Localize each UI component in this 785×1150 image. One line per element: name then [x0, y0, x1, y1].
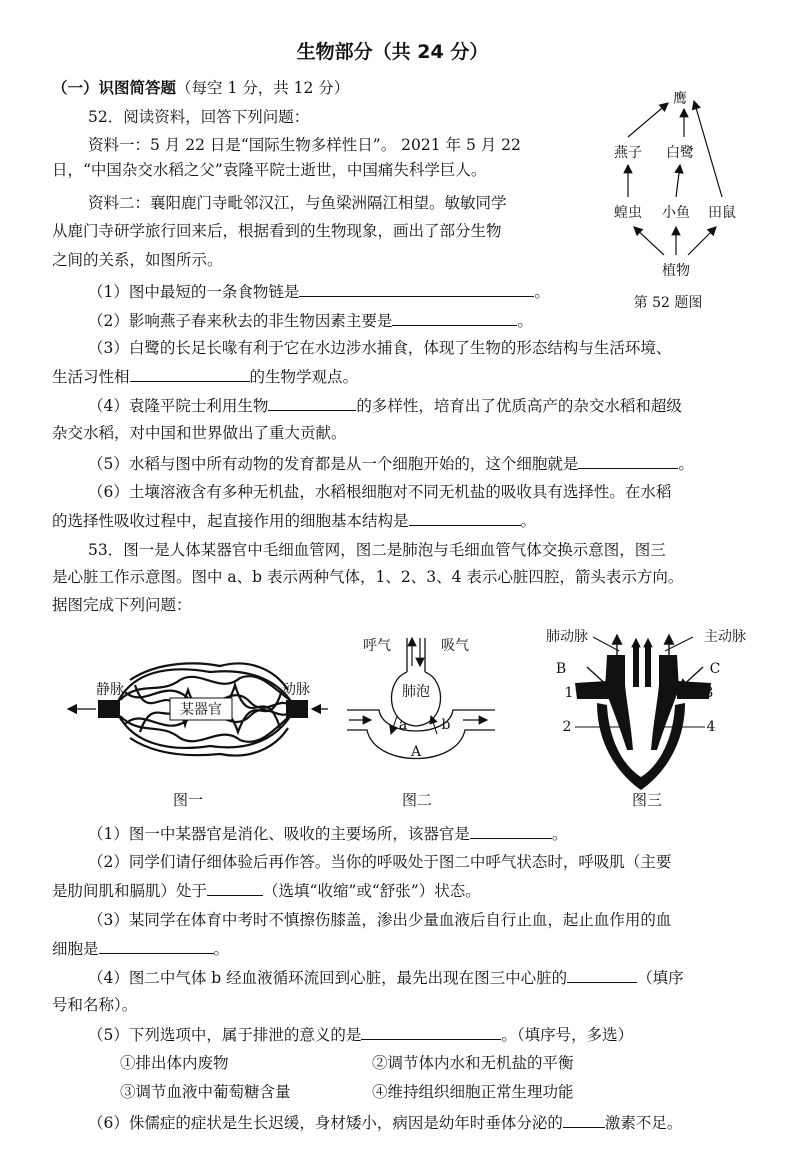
- q53-s1: [88, 823, 567, 844]
- figure-3-caption: 图三: [631, 791, 663, 809]
- q53-s3b-text: 细胞是: [52, 940, 99, 958]
- q52-s3b-post: 的生物学观点。: [249, 368, 359, 386]
- q53-s6-blank[interactable]: [563, 1112, 605, 1128]
- swallow-label: 燕子: [614, 145, 642, 161]
- q53-s6: [88, 1112, 682, 1133]
- alveolus-label: 肺泡: [402, 684, 430, 700]
- figure-2-alveolus: [345, 630, 505, 810]
- q53-s2a: （2）同学们请仔细体验后再作答。当你的呼吸处于图二中呼气状态时，呼吸肌（主要: [88, 853, 672, 871]
- period: 。: [213, 940, 230, 958]
- q53-s1-blank[interactable]: [470, 823, 552, 839]
- q52-material2-b: 从鹿门寺研学旅行回来后，根据看到的生物现象，画出了部分生物: [52, 222, 502, 240]
- q53-s5-pre: （5）下列选项中，属于排泄的意义的是: [88, 1026, 362, 1044]
- food-web-arrows: [628, 101, 722, 255]
- q53-s6-post: 激素不足。: [604, 1114, 683, 1132]
- egret-label: 白鹭: [666, 145, 694, 161]
- option-2: ②调节体内水和无机盐的平衡: [372, 1054, 574, 1072]
- q53-a: 53．图一是人体某器官中毛细血管网，图二是肺泡与毛细血管气体交换示意图，图三: [88, 541, 666, 559]
- q53-s4a-post: （填序: [637, 969, 684, 987]
- q52-s1: [88, 281, 550, 302]
- figure-3-heart: [535, 625, 765, 810]
- figure-1-caption: 图一: [172, 791, 204, 809]
- q53-b: 是心脏工作示意图。图中 a、b 表示两种气体，1、2、3、4 表示心脏四腔，箭头表示方向。: [52, 568, 684, 586]
- airway: [391, 638, 440, 726]
- q52-s4-blank[interactable]: [268, 395, 356, 411]
- pulmonary-artery-pointer: [593, 637, 619, 651]
- q52-material1-a: 资料一：5 月 22 日是“国际生物多样性日”。 2021 年 5 月 22: [88, 136, 521, 154]
- q52-s1-blank[interactable]: [299, 281, 534, 297]
- q53-s5-blank[interactable]: [361, 1024, 501, 1040]
- q52-s4a: [88, 395, 682, 416]
- period: 。: [678, 455, 694, 473]
- figure-1-capillary: [60, 640, 330, 810]
- option-4: ④维持组织细胞正常生理功能: [372, 1083, 574, 1101]
- option-3: ③调节血液中葡萄糖含量: [120, 1083, 291, 1101]
- period: 。: [520, 512, 537, 530]
- organ-label: 某器官: [180, 702, 222, 718]
- q52-material1-b: 日，“中国杂交水稻之父”袁隆平院士逝世，中国痛失科学巨人。: [52, 161, 487, 179]
- q53-s3-blank[interactable]: [99, 938, 214, 954]
- q52-s5-text: （5）水稻与图中所有动物的发育都是从一个细胞开始的，这个细胞就是: [88, 455, 579, 473]
- q53-s4-blank[interactable]: [567, 967, 637, 983]
- q53-s6-pre: （6）侏儒症的症状是生长迟缓，身材矮小，病因是幼年时垂体分泌的: [88, 1114, 563, 1132]
- label-B: B: [555, 661, 567, 677]
- q53-s4b: 号和名称）。: [52, 996, 138, 1014]
- q52-s2-blank[interactable]: [392, 310, 517, 326]
- q53-s2-blank[interactable]: [207, 880, 263, 896]
- gas-b-arrow: [431, 716, 437, 734]
- locust-label: 蝗虫: [614, 205, 642, 221]
- gas-b-label: b: [441, 717, 451, 733]
- label-1: 1: [564, 685, 574, 701]
- q52-intro: 52．阅读资料，回答下列问题：: [88, 108, 310, 126]
- q52-s1-text: （1）图中最短的一条食物链是: [88, 283, 300, 301]
- q53-s2b: [52, 880, 481, 901]
- gas-a-arrow: [391, 716, 397, 734]
- fish-label: 小鱼: [662, 205, 690, 221]
- mouse-label: 田鼠: [708, 205, 736, 221]
- plant-label: 植物: [662, 263, 690, 279]
- q52-s6a: （6）土壤溶液含有多种无机盐，水稻根细胞对不同无机盐的吸收具有选择性。在水稻: [88, 483, 672, 501]
- eagle-label: 鹰: [673, 91, 687, 107]
- inhale-label: 吸气: [441, 638, 469, 654]
- q53-s5-post: 。（填序号，多选）: [501, 1026, 634, 1044]
- q53-s5: [88, 1024, 633, 1045]
- vein-label: 静脉: [96, 682, 124, 698]
- label-C: C: [709, 661, 721, 677]
- q52-s4a-pre: （4）袁隆平院士利用生物: [88, 397, 269, 415]
- vein-vessel: [98, 700, 120, 718]
- section-note: （每空 1 分，共 12 分）: [176, 79, 350, 97]
- q53-s3b: [52, 938, 229, 959]
- figure-2-caption: 图二: [401, 791, 433, 809]
- q52-s5-blank[interactable]: [578, 453, 678, 469]
- q53-s2b-pre: 是肋间肌和膈肌）处于: [52, 882, 208, 900]
- gas-a-label: a: [398, 717, 408, 733]
- option-1: ①排出体内废物: [120, 1054, 229, 1072]
- aorta-label: 主动脉: [704, 629, 746, 645]
- q52-s4b: 杂交水稻，对中国和世界做出了重大贡献。: [52, 424, 347, 442]
- q53-s2b-post: （选填“收缩”或“舒张”）状态。: [263, 882, 481, 900]
- q52-s3-blank[interactable]: [130, 366, 250, 382]
- q52-s3b: [52, 366, 358, 387]
- capillary-A-label: A: [410, 744, 422, 760]
- period: 。: [517, 312, 533, 330]
- q53-s4a-pre: （4）图二中气体 b 经血液循环流回到心脏，最先出现在图三中心脏的: [88, 969, 568, 987]
- q52-material2-c: 之间的关系，如图所示。: [52, 251, 223, 269]
- period: 。: [534, 283, 550, 301]
- q52-s6b: [52, 510, 536, 531]
- pulmonary-artery-label: 肺动脉: [546, 629, 588, 645]
- q52-material2-a: 资料二：襄阳鹿门寺毗邻汉江，与鱼梁洲隔江相望。敏敏同学: [88, 194, 507, 212]
- q53-s3a: （3）某同学在体育中考时不慎擦伤膝盖，渗出少量血液后自行止血，起止血作用的血: [88, 911, 672, 929]
- q52-s2-text: （2）影响燕子春来秋去的非生物因素主要是: [88, 312, 393, 330]
- q52-s3b-pre: 生活习性相: [52, 368, 130, 386]
- q52-s3a: （3）白鹭的长足长喙有利于它在水边涉水捕食，体现了生物的形态结构与生活环境、: [88, 339, 672, 357]
- q53-c: 据图完成下列问题：: [52, 596, 192, 614]
- food-web-figure: [600, 85, 750, 315]
- q52-s2: [88, 310, 533, 331]
- label-2: 2: [562, 719, 572, 735]
- heart-body: [575, 645, 711, 790]
- q53-s1-text: （1）图一中某器官是消化、吸收的主要场所，该器官是: [88, 825, 470, 843]
- page-title: 生物部分（共 24 分）: [296, 41, 489, 63]
- section-header: [52, 78, 349, 98]
- q53-s4a: [88, 967, 684, 988]
- q52-s6b-text: 的选择性吸收过程中，起直接作用的细胞基本结构是: [52, 512, 409, 530]
- section-title: （一）识图简答题: [52, 79, 177, 97]
- food-web-caption: 第 52 题图: [633, 295, 703, 311]
- exhale-label: 呼气: [363, 638, 391, 654]
- artery-label: 动脉: [282, 682, 310, 698]
- q52-s4a-post: 的多样性，培育出了优质高产的杂交水稻和超级: [356, 397, 682, 415]
- q52-s6-blank[interactable]: [409, 510, 521, 526]
- q52-s5: [88, 453, 694, 474]
- period: 。: [551, 825, 568, 843]
- label-3: 3: [704, 685, 714, 701]
- label-4: 4: [706, 719, 716, 735]
- artery-vessel: [286, 700, 308, 718]
